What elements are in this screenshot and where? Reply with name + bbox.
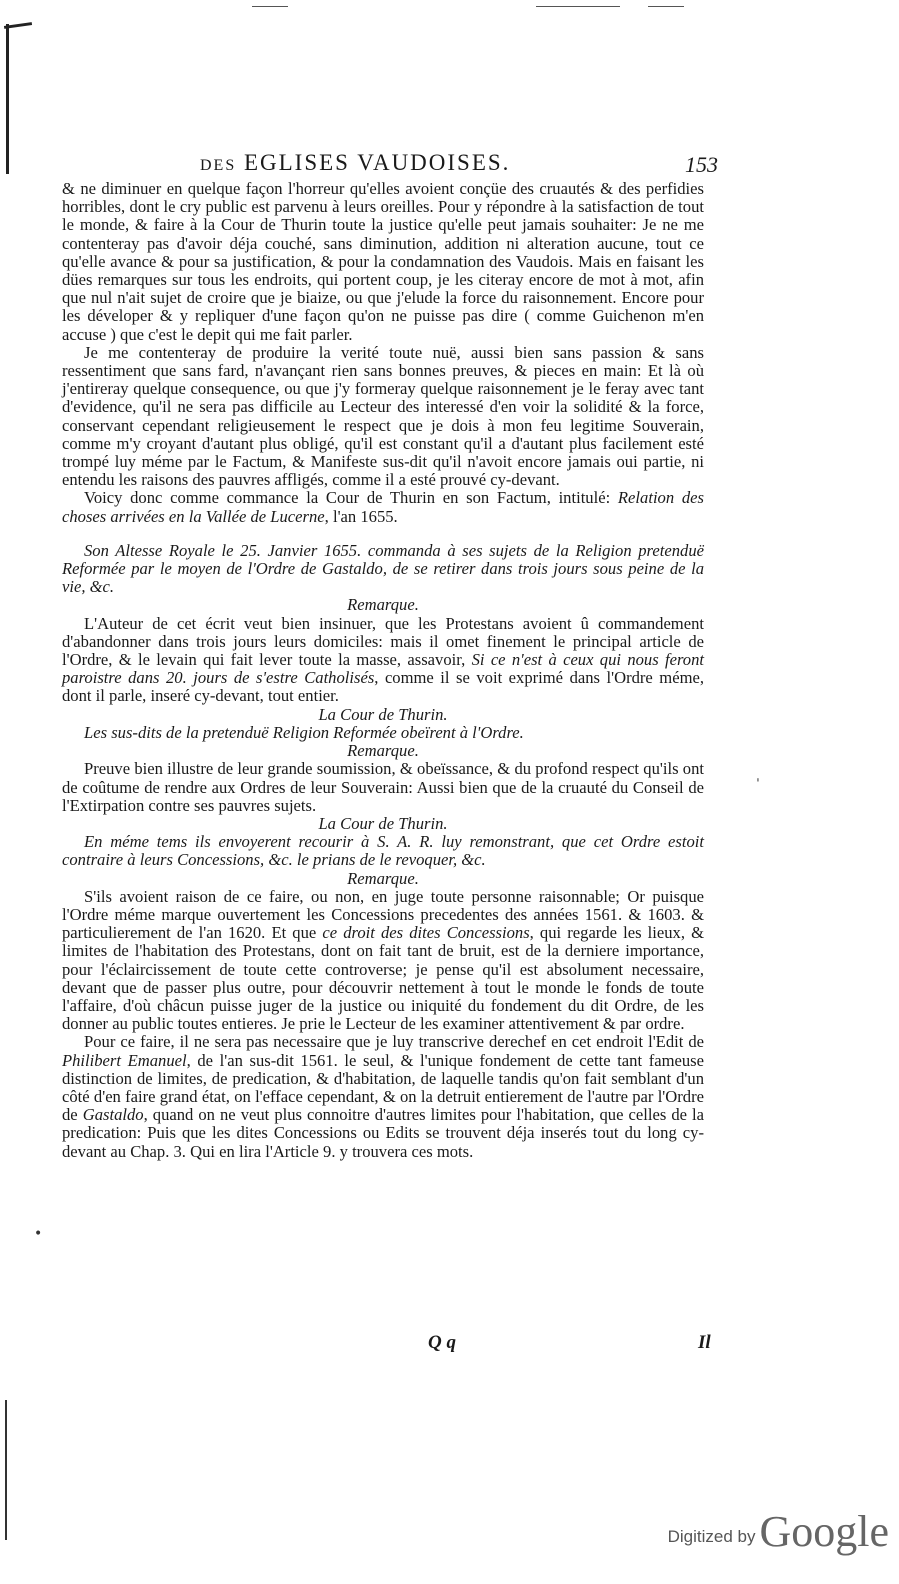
running-title: des EGLISES VAUDOISES. xyxy=(200,150,511,175)
google-logo: Google xyxy=(759,1507,889,1556)
top-scratch xyxy=(648,6,684,7)
remarque-quote: ce droit des dites Concessions xyxy=(322,923,530,943)
top-scratch xyxy=(252,6,288,7)
page-number: 153 xyxy=(685,152,718,177)
remarque-heading: Remarque. xyxy=(347,595,419,615)
factum-quote: En méme tems ils envoyerent recourir à S. A. R. luy remonstrant, que cet Ordre estoit contraire à leurs Concessions, &c. le prians de le revoquer, &c. xyxy=(62,832,704,870)
remarque-paragraph xyxy=(62,615,704,706)
factum-title: Relation des choses arrivées en la Vallée de Lucerne xyxy=(62,488,704,526)
remarque-text: L'Auteur de cet écrit veut bien insinuer, que les Protestans avoient û commandement d'abandonner dans trois jours leurs domiciles: mais il omet finement le principal article de l'Ordre, & le levain qui fait lever toute la masse, assavoir, xyxy=(62,613,704,670)
remarque-quote: Si ce n'est à ceux qui nous feront paroistre dans 20. jours de s'estre Catholisés xyxy=(62,650,705,688)
factum-quote: Son Altesse Royale le 25. Janvier 1655. commanda à ses sujets de la Religion pretenduë Reformée par le moyen de l'Ordre de Gastaldo, de se retirer dans trois jours sous peine de la vie, &c. xyxy=(62,540,704,597)
remarque-text: S'ils avoient raison de ce faire, ou non, en juge toute personne raisonnable; Or puisque l'Ordre méme marque ouvertement les Concessions precedentes des années 1561. & 1603. & particulierement de l'an 1620. Et que xyxy=(62,886,704,943)
top-scratch xyxy=(536,6,620,7)
factum-quote: Les sus-dits de la pretenduë Religion Reformée obeïrent à l'Ordre. xyxy=(84,722,524,742)
cour-heading: La Cour de Thurin. xyxy=(318,704,448,724)
remarque-heading: Remarque. xyxy=(347,741,419,761)
margin-rule xyxy=(5,1400,7,1540)
remarque-heading: Remarque. xyxy=(347,868,419,888)
remarque-paragraph xyxy=(62,888,704,1034)
person-name: Philibert Emanuel xyxy=(62,1050,187,1070)
catchword: Il xyxy=(698,1332,711,1353)
signature-mark: Q q xyxy=(428,1332,456,1353)
closing-paragraph xyxy=(62,1033,704,1160)
remarque-text: , qui regarde les lieux, & limites de l'habitation des Protestans, dont on fait tant de bruit, est de la derniere importance, pour l'éclaircissement de toute cette controverse; je pense qu'il est absolument necessaire, devant que de passer plus outre, pour découvrir nettement à tout le monde le fonds de toute l'affaire, d'où châcun puisse juger de la justice ou iniquité du fondement du dit Ordre, de les donner au public toutes entieres. Je prie le Lecteur de les examiner attentivement & par ordre. xyxy=(62,923,704,1034)
margin-mark: ˌ xyxy=(756,768,760,784)
person-name: Gastaldo xyxy=(82,1105,144,1125)
cour-heading: La Cour de Thurin. xyxy=(318,813,448,833)
intro-paragraph xyxy=(62,489,704,525)
closing-text: , quand on ne veut plus connoitre d'autres limites pour l'habitation, que celles de la predication: Puis que les dites Concessions ou Edits se trouvent déja inserés tout du long cy-devant au Chap. 3. Qui en lira l'Article 9. y trouvera ces mots. xyxy=(62,1105,704,1161)
paragraph: Je me contenteray de produire la verité toute nuë, aussi bien sans passion & sans ressentiment que sans fard, n'avançant rien sans bonnes preuves, & pieces en main: Et là où j'entireray quelque consequence, ou que j'y formeray quelque raisonnement je le feray avec tant d'evidence, qu'il ne sera pas difficile au Lecteur des interessé d'en voir la solidité & la force, conservant cependant religieusement le respect que je dois à mon feu legitime Souverain, comme m'y croyant d'autant plus obligé, qu'il est constant qu'il a d'autant plus facilement esté trompé luy méme par le Factum, & Manifeste sus-dit qu'il n'avoit encore jamais oui partie, ni entendu les raisons des pauvres affligés, comme il a esté prouvé cy-devant. xyxy=(62,342,704,490)
digitized-watermark xyxy=(668,1505,889,1555)
page-header xyxy=(170,150,730,180)
closing-text: Pour ce faire, il ne sera pas necessaire que je luy transcrive derechef en cet endroit l'Edit de xyxy=(84,1032,704,1052)
paragraph: & ne diminuer en quelque façon l'horreur qu'elles avoient conçüe des cruautés & des perfidies horribles, dont le cry public est parvenu à leurs oreilles. Pour y répondre à la satisfaction de tout le monde, & faire à la Cour de Thurin toute la justice qu'elle peut jamais souhaiter: Je ne me contenteray pas d'avoir déja couché, sans diminution, addition ni alteration aucune, tout ce qu'elle avance & pour sa justification, & pour la condamnation des Vaudois. Mais en faisant les dües remarques sur tous les endroits, qui portent coup, je les citeray encore de mot à mot, afin que nul n'ait sujet de croire que je biaize, ou que j'elude la force du raisonnement. Encore pour les déveloper & y repliquer d'une façon qu'on ne puisse pas dire ( comme Guichenon m'en accuse ) que c'est le depit qui me fait parler. xyxy=(62,179,704,344)
body-text xyxy=(62,180,704,1161)
factum-date: , l'an 1655. xyxy=(324,506,398,526)
remarque-paragraph: Preuve bien illustre de leur grande soumission, & obeïssance, & du profond respect qu'ils ont de coûtume de rendre aux Ordres de leur Souverain: Aussi bien que de la cruauté du Conseil de l'Extirpation contre ses pauvres sujets. xyxy=(62,759,704,815)
intro-text: Voicy donc comme commance la Cour de Thurin en son Factum, intitulé: xyxy=(84,488,611,508)
remarque-text: , comme il se voit exprimé dans l'Ordre méme, dont il parle, inseré cy-devant, tout entier. xyxy=(62,668,704,706)
closing-text: , de l'an sus-dit 1561. le seul, & l'unique fondement de cette tant fameuse distinction de limites, de predication, & d'habitation, de laquelle tandis qu'on fait semblant d'un côté d'en faire grand état, on l'efface cependant, & on la detruit entierement de l'autre par l'Ordre de xyxy=(62,1050,704,1125)
margin-mark: • xyxy=(34,1226,43,1242)
corner-mark-vertical xyxy=(6,24,9,174)
watermark-prefix: Digitized by xyxy=(667,1527,756,1546)
